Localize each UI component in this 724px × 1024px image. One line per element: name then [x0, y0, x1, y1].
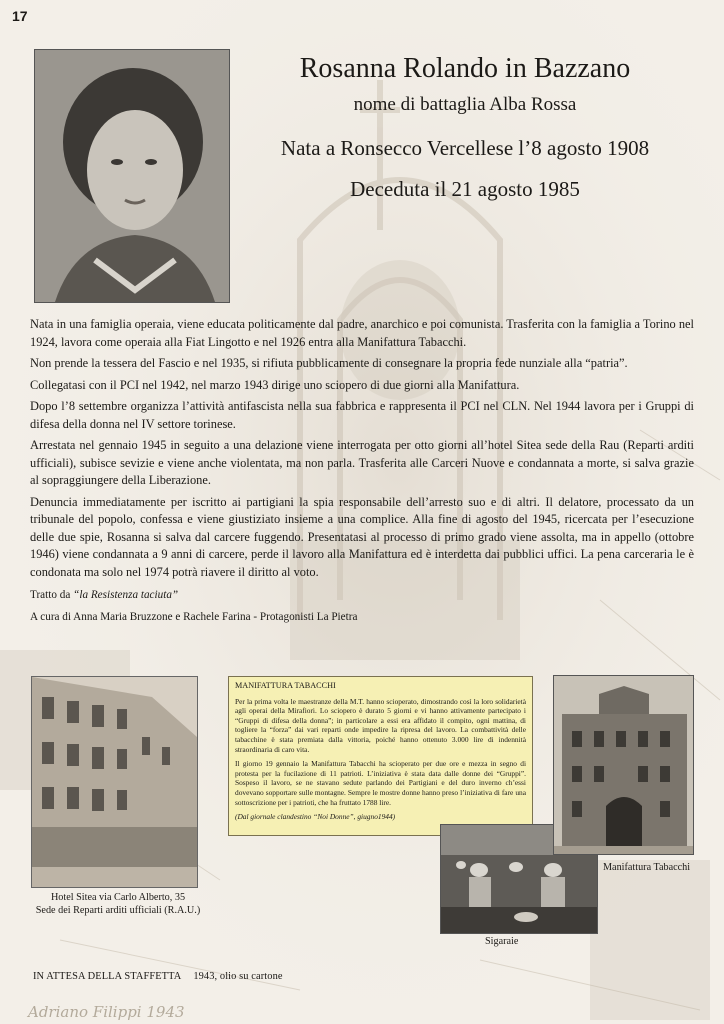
- note-citation: (Dal giornale clandestino “Noi Donne”, giugno1944): [235, 812, 396, 822]
- sigaraie-caption: Sigaraie: [485, 936, 519, 947]
- bio-paragraph: Dopo l’8 settembre organizza l’attività antifascista nella sua fabbrica e rappresenta il PCI nel CLN. Nel 1944 lavora per i Gruppi di difesa della donna nel IV settore torinese.: [30, 399, 694, 431]
- bio-paragraph: Nata in una famiglia operaia, viene educata politicamente dal padre, anarchico e poi comunista. Trasferita con la famiglia a Torino nel 1924, lavora come operaia alla Fiat Lingotto e nel 1926 entra alla Manifattura Tabacchi.: [30, 317, 694, 349]
- biography: [30, 316, 694, 626]
- note-title: MANIFATTURA TABACCHI: [235, 681, 336, 690]
- hotel-caption-line1: Hotel Sitea via Carlo Alberto, 35: [50, 892, 186, 903]
- hotel-caption: [28, 891, 208, 917]
- bio-paragraph: Arrestata nel gennaio 1945 in seguito a una delazione viene interrogata per otto giorni all’hotel Sitea sede della Rau (Reparti arditi ufficiali), subisce sevizie e viene anche violentata, ma non parla. Trasferita alle Carceri Nuove e condannata a morte, si salva grazie al sopraggiungere della Liberazione.: [30, 438, 694, 487]
- painting-caption: [33, 971, 283, 982]
- painter-signature: Adriano Filippi 1943: [28, 1003, 185, 1021]
- note-paragraph: Il giorno 19 gennaio la Manifattura Tabacchi ha scioperato per due ore e mezza in segno di protesta per la fucilazione di 11 patrioti. L’iniziativa è stata data dalle donne dei “Gruppi”. Sospeso il lavoro, se ne stavano sedute parlando dei Partigiani e del duro inverno ch’essi dovevano sopportare sulle montagne. Sempre le mostre donne hanno preso l’iniziativa di fare una sottoscrizione per i patrioti, che ha fruttato 1788 lire.: [235, 759, 526, 807]
- portrait-photo: [34, 49, 230, 303]
- note-paragraph: Per la prima volta le maestranze della M.T. hanno scioperato, dimostrando così la loro solidarietà agli operai della Mirafiori. Lo sciopero è durato 5 giorni e vi hanno attivamente partecipato i “Gruppi di difesa della donna”; in particolare a essi era affidato il compito, ogni mattina, di togliere la “forza” dai vari reparti onde impedire la ripresa del lavoro. La combattività delle tabacchine è stata premiata dalla vittoria, poiché hanno ottenuto 3.000 lire di indennità straordinaria di caro vita.: [235, 696, 526, 754]
- manifattura-caption: Manifattura Tabacchi: [603, 862, 691, 873]
- painting-details: 1943, olio su cartone: [193, 971, 283, 982]
- source-line: [30, 587, 694, 605]
- bio-paragraph: Non prende la tessera del Fascio e nel 1935, si rifiuta pubblicamente di consegnare la propria fede nunziale alla “patria”.: [30, 356, 628, 370]
- hotel-caption-line2: Sede dei Reparti arditi ufficiali (R.A.U.): [35, 905, 201, 916]
- source-prefix: Tratto da: [30, 589, 71, 601]
- manifattura-photo: [553, 675, 694, 855]
- hotel-image: [32, 677, 197, 887]
- painting-title: IN ATTESA DELLA STAFFETTA: [33, 971, 182, 982]
- hotel-sitea-photo: [31, 676, 198, 888]
- manifattura-note-box: [228, 676, 533, 836]
- portrait-image: [35, 50, 229, 302]
- header-block: [240, 52, 690, 202]
- manifattura-image: [554, 676, 693, 854]
- person-name: Rosanna Rolando in Bazzano: [299, 53, 631, 84]
- birth-info: Nata a Ronsecco Vercellese l’8 agosto 1908: [280, 136, 650, 160]
- credits-line: A cura di Anna Maria Bruzzone e Rachele Farina - Protagonisti La Pietra: [30, 610, 358, 623]
- source-title: “la Resistenza taciuta”: [73, 589, 179, 601]
- battle-name: nome di battaglia Alba Rossa: [353, 94, 577, 115]
- bio-paragraph: Denuncia immediatamente per iscritto ai partigiani la spia responsabile dell’arresto suo e di altri. Il delatore, processato da un tribunale del popolo, confessa e viene giustiziato insieme a una complice. Alla fine di agosto del 1945, ricercata per l’esecuzione delle due spie, Rosanna si salva dal carcere fuggendo. Presentatasi al processo di primo grado viene assolta, ma in appello (ottobre 1946) viene condannata a 9 anni di carcere, perde il lavoro alla Manifattura ed è interdetta dai pubblici uffici. La pena carceraria le è condonata ma solo nel 1974 potrà riavere il diritto al voto.: [30, 494, 694, 579]
- death-info: Deceduta il 21 agosto 1985: [350, 177, 580, 201]
- bio-paragraph: Collegatasi con il PCI nel 1942, nel marzo 1943 dirige uno sciopero di due giorni alla Manifattura.: [30, 377, 520, 392]
- page-number: 17: [12, 8, 28, 24]
